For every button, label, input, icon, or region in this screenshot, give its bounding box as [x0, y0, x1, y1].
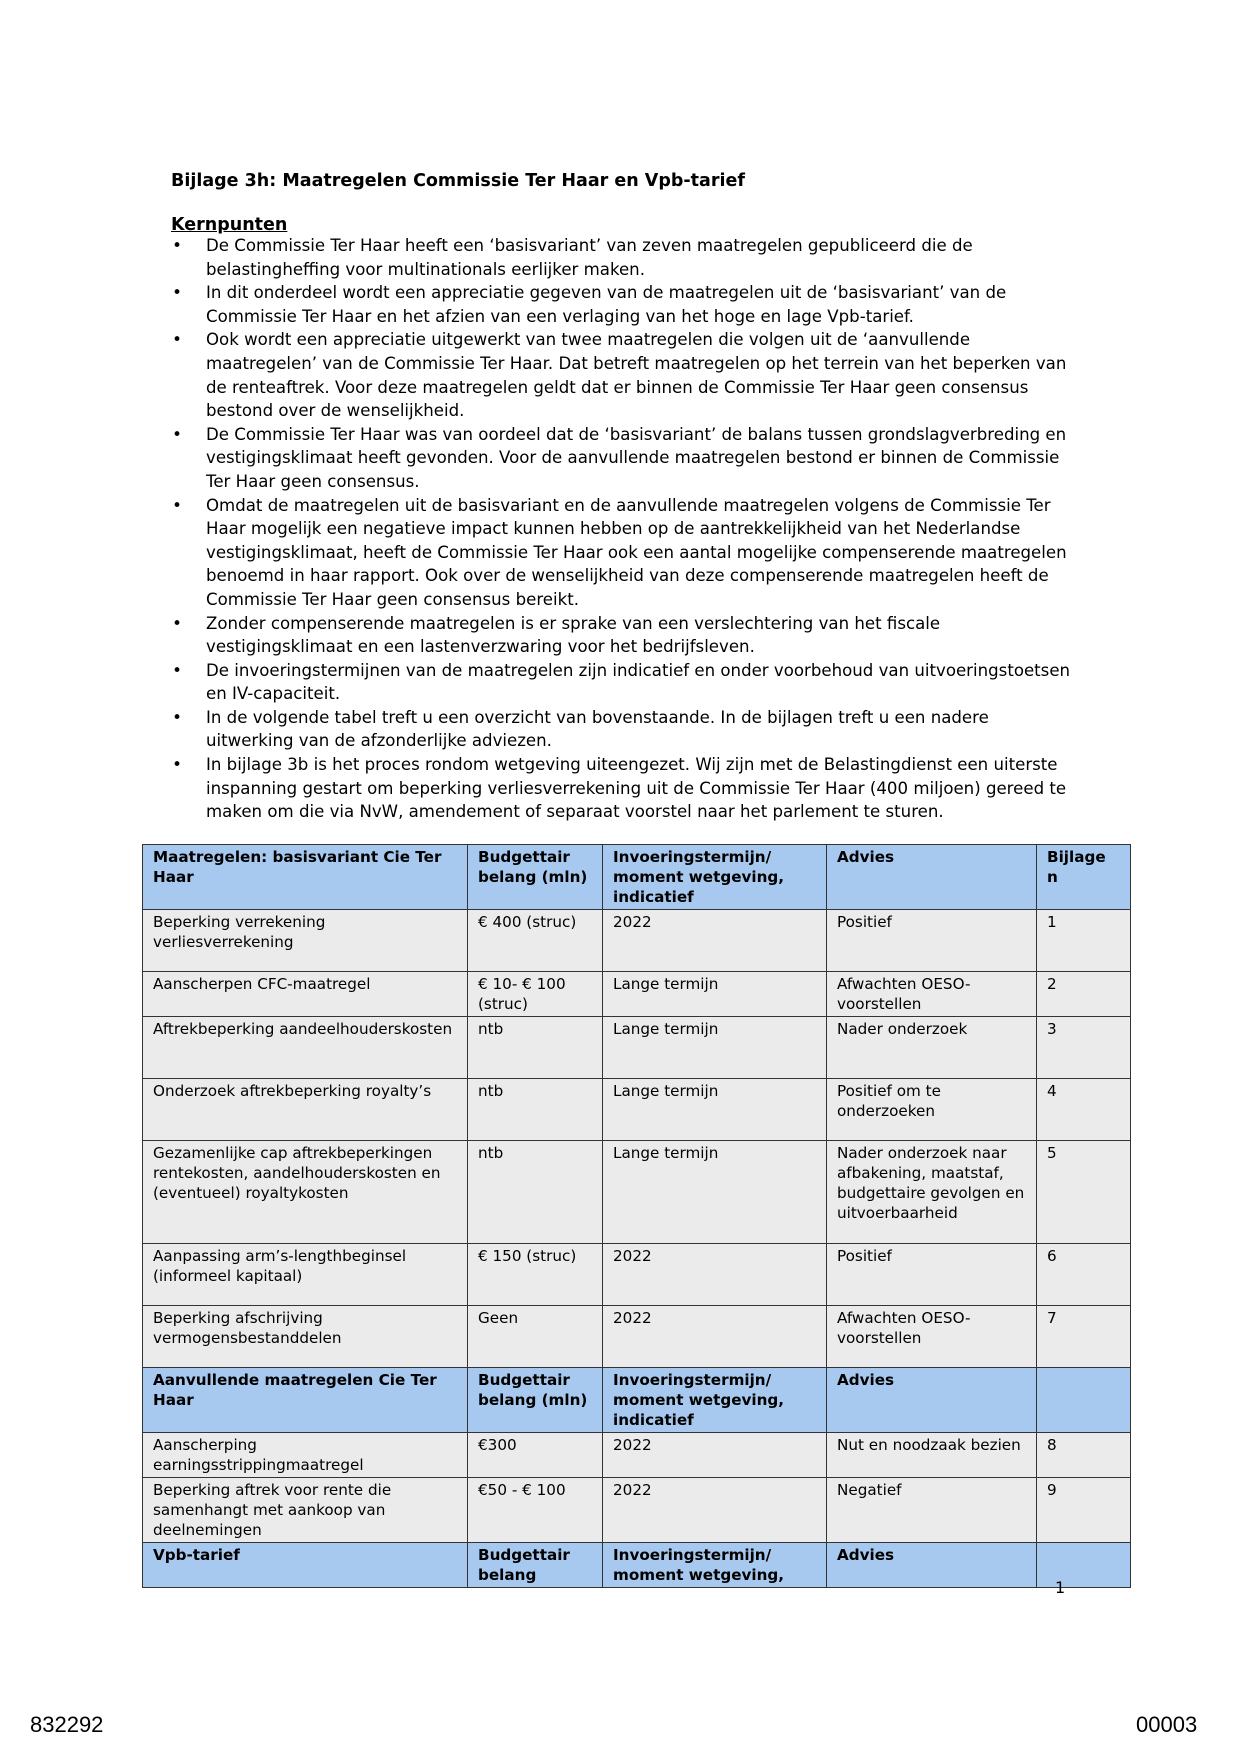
table-cell: Beperking aftrek voor rente die samenhangt met aankoop van deelnemingen: [143, 1478, 468, 1543]
table-cell: Gezamenlijke cap aftrekbeperkingen rentekosten, aandelhouderskosten en (eventueel) royaltykosten: [143, 1141, 468, 1244]
table-cell: Positief: [827, 1244, 1037, 1306]
table-cell: Beperking verrekening verliesverrekening: [143, 910, 468, 972]
table-header-cell: Budgettair belang (mln): [468, 845, 603, 910]
bullet-icon: •: [172, 707, 182, 727]
table-header-row: [143, 1368, 1131, 1433]
table-header-row: [143, 845, 1131, 910]
table-header-cell: Advies: [827, 845, 1037, 910]
list-item: • Zonder compenserende maatregelen is er sprake van een verslechtering van het fiscale vestigingsklimaat en een lastenverzwaring voor het bedrijfsleven.: [172, 613, 941, 657]
table-cell: ntb: [468, 1017, 603, 1079]
table-cell: 7: [1037, 1306, 1131, 1368]
table-header-cell: [1037, 1543, 1131, 1588]
table-cell: 2022: [603, 1478, 827, 1543]
table-cell: Nader onderzoek naar afbakening, maatstaf, budgettaire gevolgen en uitvoerbaarheid: [827, 1141, 1037, 1244]
table-cell: Lange termijn: [603, 1017, 827, 1079]
table-cell: € 150 (struc): [468, 1244, 603, 1306]
table-cell: 2022: [603, 1244, 827, 1306]
list-item: • In bijlage 3b is het proces rondom wetgeving uiteengezet. Wij zijn met de Belastingdienst een uiterste inspanning gestart om beperking verliesverrekening uit de Commissie Ter Haar (400 miljoen) gereed te maken om die via NvW, amendement of separaat voorstel naar het parlement te sturen.: [172, 755, 1067, 822]
table-cell: Nader onderzoek: [827, 1017, 1037, 1079]
table-header-cell: Bijlage n: [1037, 845, 1131, 910]
list-item: • Ook wordt een appreciatie uitgewerkt van twee maatregelen die volgen uit de ‘aanvullende maatregelen’ van de Commissie Ter Haar. Dat betreft maatregelen op het terrein van het beperken van de renteaftrek. Voor deze maatregelen geldt dat er binnen de Commissie Ter Haar geen consensus bestond over de wenselijkheid.: [172, 330, 1067, 421]
table-row: [143, 910, 1131, 972]
table-header-cell: Maatregelen: basisvariant Cie Ter Haar: [143, 845, 468, 910]
table-cell: Afwachten OESO-voorstellen: [827, 972, 1037, 1017]
table-row: [143, 1306, 1131, 1368]
table-cell: Aanscherpen CFC-maatregel: [143, 972, 468, 1017]
table-header-cell: Advies: [827, 1368, 1037, 1433]
table-cell: € 400 (struc): [468, 910, 603, 972]
table-row: [143, 972, 1131, 1017]
table-header-cell: Vpb-tarief: [143, 1543, 468, 1588]
bullet-icon: •: [172, 330, 182, 350]
table-cell: Lange termijn: [603, 1079, 827, 1141]
table-cell: 8: [1037, 1433, 1131, 1478]
document-title: Bijlage 3h: Maatregelen Commissie Ter Haar en Vpb-tarief: [171, 171, 745, 191]
table-row: [143, 1141, 1131, 1244]
table-cell: Nut en noodzaak bezien: [827, 1433, 1037, 1478]
table-cell: 2022: [603, 1433, 827, 1478]
table-cell: Positief: [827, 910, 1037, 972]
table-cell: 2022: [603, 910, 827, 972]
table-cell: 6: [1037, 1244, 1131, 1306]
table-row: [143, 1017, 1131, 1079]
table-cell: Positief om te onderzoeken: [827, 1079, 1037, 1141]
table-cell: ntb: [468, 1079, 603, 1141]
table-cell: €50 - € 100: [468, 1478, 603, 1543]
measures-table: [142, 844, 1131, 1588]
list-item: • De invoeringstermijnen van de maatregelen zijn indicatief en onder voorbehoud van uitvoeringstoetsen en IV-capaciteit.: [172, 660, 1071, 704]
table-header-row: [143, 1543, 1131, 1588]
table-cell: 3: [1037, 1017, 1131, 1079]
table-cell: € 10- € 100 (struc): [468, 972, 603, 1017]
bullet-icon: •: [172, 613, 182, 633]
table-header-cell: Aanvullende maatregelen Cie Ter Haar: [143, 1368, 468, 1433]
bullet-icon: •: [172, 755, 182, 775]
table-header-cell: Advies: [827, 1543, 1037, 1588]
table-cell: Negatief: [827, 1478, 1037, 1543]
table-cell: Lange termijn: [603, 972, 827, 1017]
key-points-list: [171, 234, 1071, 824]
table-cell: Aftrekbeperking aandeelhouderskosten: [143, 1017, 468, 1079]
table-row: [143, 1478, 1131, 1543]
table-cell: Geen: [468, 1306, 603, 1368]
bullet-icon: •: [172, 236, 182, 255]
table-header-cell: Budgettair belang: [468, 1543, 603, 1588]
table-cell: 9: [1037, 1478, 1131, 1543]
list-item: • Omdat de maatregelen uit de basisvariant en de aanvullende maatregelen volgens de Commissie Ter Haar mogelijk een negatieve impact kunnen hebben op de aantrekkelijkheid van het Nederlandse vestigingsklimaat, heeft de Commissie Ter Haar ook een aantal mogelijke compenserende maatregelen benoemd in haar rapport. Ook over de wenselijkheid van deze compenserende maatregelen heeft de Commissie Ter Haar geen consensus bereikt.: [172, 495, 1067, 609]
list-item: • In dit onderdeel wordt een appreciatie gegeven van de maatregelen uit de ‘basisvariant’ van de Commissie Ter Haar en het afzien van een verlaging van het hoge en lage Vpb-tarief.: [172, 283, 1007, 326]
table-cell: 4: [1037, 1079, 1131, 1141]
table-cell: Aanpassing arm’s-lengthbeginsel (informeel kapitaal): [143, 1244, 468, 1306]
table-header-cell: [1037, 1368, 1131, 1433]
table-cell: 2022: [603, 1306, 827, 1368]
section-heading: Kernpunten: [171, 215, 288, 235]
table-cell: Aanscherping earningsstrippingmaatregel: [143, 1433, 468, 1478]
table-cell: €300: [468, 1433, 603, 1478]
list-item: • In de volgende tabel treft u een overzicht van bovenstaande. In de bijlagen treft u een nadere uitwerking van de afzonderlijke adviezen.: [172, 707, 989, 751]
list-item: • De Commissie Ter Haar heeft een ‘basisvariant’ van zeven maatregelen gepubliceerd die de belastingheffing voor multinationals eerlijker maken.: [172, 236, 973, 279]
table-row: [143, 1433, 1131, 1478]
table-cell: Beperking afschrijving vermogensbestanddelen: [143, 1306, 468, 1368]
document-id-right: 00003: [1136, 1712, 1198, 1737]
table-cell: Lange termijn: [603, 1141, 827, 1244]
table-row: [143, 1079, 1131, 1141]
table-header-cell: Invoeringstermijn/ moment wetgeving, indicatief: [603, 1368, 827, 1433]
document-id-left: 832292: [30, 1712, 104, 1737]
table-header-cell: Budgettair belang (mln): [468, 1368, 603, 1433]
table-header-cell: Invoeringstermijn/ moment wetgeving, indicatief: [603, 845, 827, 910]
table-cell: 1: [1037, 910, 1131, 972]
page-number: 1: [1055, 1578, 1066, 1597]
bullet-icon: •: [172, 495, 182, 515]
bullet-icon: •: [172, 424, 182, 444]
bullet-icon: •: [172, 660, 182, 680]
table-cell: 2: [1037, 972, 1131, 1017]
table-cell: Onderzoek aftrekbeperking royalty’s: [143, 1079, 468, 1141]
table-header-cell: Invoeringstermijn/ moment wetgeving,: [603, 1543, 827, 1588]
list-item: • De Commissie Ter Haar was van oordeel dat de ‘basisvariant’ de balans tussen grondslagverbreding en vestigingsklimaat heeft gevonden. Voor de aanvullende maatregelen bestond er binnen de Commissie Ter Haar geen consensus.: [172, 424, 1067, 491]
table-row: [143, 1244, 1131, 1306]
bullet-icon: •: [172, 283, 182, 303]
table-cell: 5: [1037, 1141, 1131, 1244]
table-cell: ntb: [468, 1141, 603, 1244]
table-cell: Afwachten OESO-voorstellen: [827, 1306, 1037, 1368]
